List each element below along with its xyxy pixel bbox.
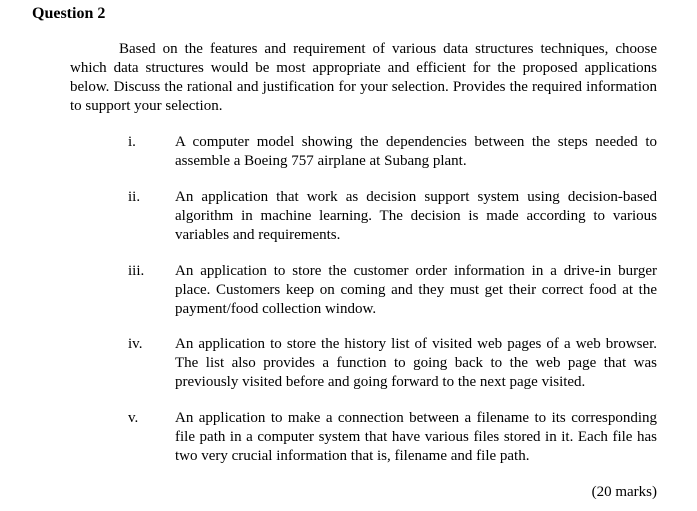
marks-label: (20 marks) xyxy=(591,484,657,500)
item-number: i. xyxy=(128,134,136,150)
item-number: ii. xyxy=(128,189,141,205)
item-text: A computer model showing the dependencies between the steps needed to assemble a Boeing 757 airplane at Subang plant. xyxy=(175,134,657,169)
item-number: v. xyxy=(128,410,139,426)
item-number: iv. xyxy=(128,336,143,352)
item-number: iii. xyxy=(128,263,145,279)
question-heading: Question 2 xyxy=(32,5,106,22)
item-text: An application to store the customer order information in a drive-in burger place. Customers keep on coming and they must get their correct food at the payment/food collection window. xyxy=(175,263,657,317)
item-text: An application to store the history list of visited web pages of a web browser. The list also provides a function to going back to the web page that was previously visited before and going forward to the next page visited. xyxy=(175,336,657,390)
item-text: An application that work as decision support system using decision-based algorithm in machine learning. The decision is made according to various variables and requirements. xyxy=(175,189,657,243)
item-text: An application to make a connection between a filename to its corresponding file path in a computer system that have various files stored in it. Each file has two very crucial information that is, filename and file path. xyxy=(175,410,657,464)
question-intro: Based on the features and requirement of various data structures techniques, choose which data structures would be most appropriate and efficient for the proposed applications below. Discuss the rational and justification for your selection. Provides the required information to support your selection. xyxy=(70,41,657,114)
